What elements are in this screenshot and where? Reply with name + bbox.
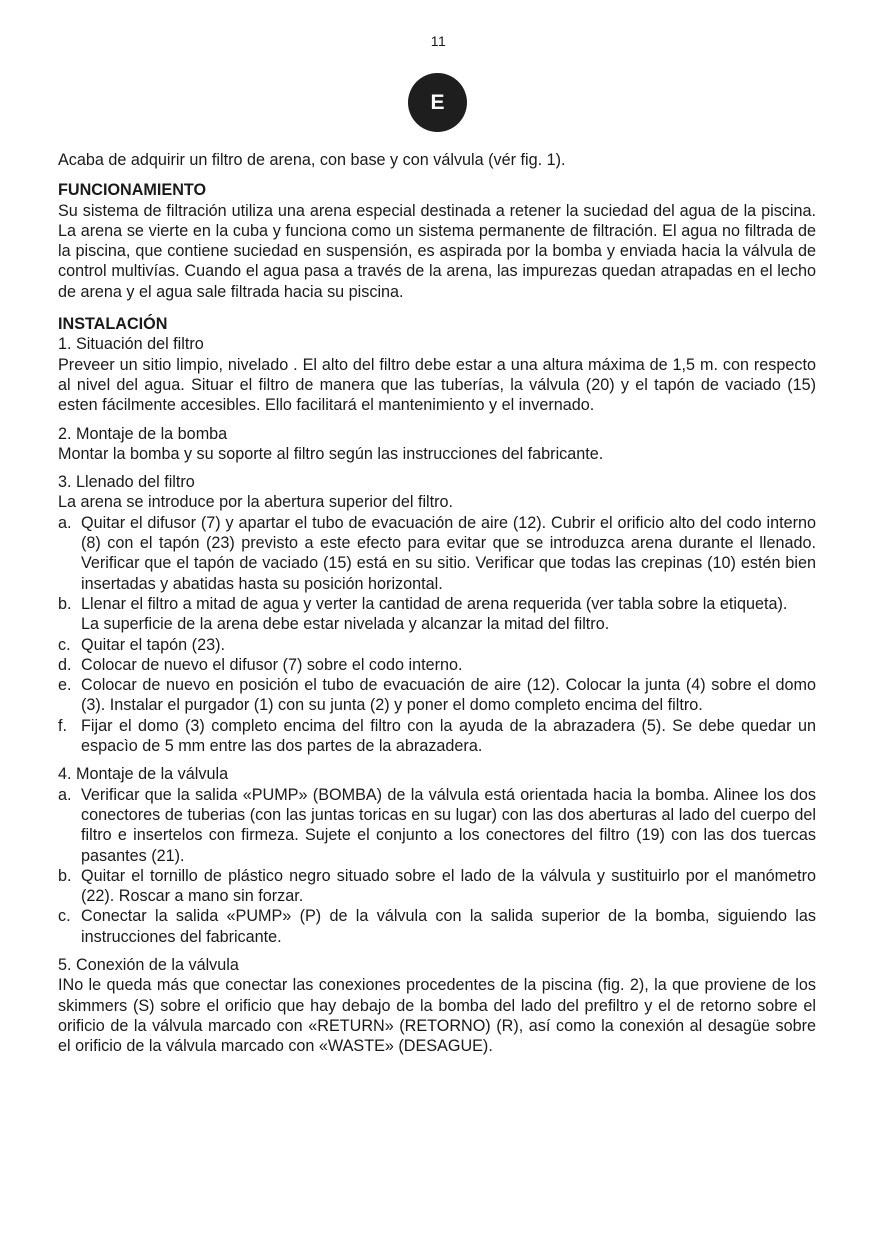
list-item: c. Quitar el tapón (23). [58, 635, 225, 654]
list-item: c. Conectar la salida «PUMP» (P) de la válvula con la salida superior de la bomba, siguiendo las instrucciones del fabricante. [58, 907, 816, 946]
section-funcionamiento [58, 180, 816, 302]
section-instalacion [58, 314, 816, 1056]
list-item: b. Quitar el tornillo de plástico negro situado sobre el lado de la válvula y sustituirlo por el manómetro (22). Roscar a mano sin forzar. [58, 866, 816, 906]
list-item-continuation: La superficie de la arena debe estar nivelada y alcanzar la mitad del filtro. [81, 615, 610, 634]
subsection-heading-4: 4. Montaje de la válvula [58, 765, 229, 784]
intro-paragraph: Acaba de adquirir un filtro de arena, con base y con válvula (vér fig. 1). [58, 151, 566, 169]
subsection-text-5: INo le queda más que conectar las conexiones procedentes de la piscina (fig. 2), la que proviene de los skimmers (S) sobre el orificio que hay debajo de la bomba del lado del prefiltro y el de retorno sobre el orificio de la válvula marcado con «RETURN» (RETORNO) (R), así como la conexión al desagüe sobre el orificio de la válvula marcado con «WASTE» (DESAGUE). [58, 976, 816, 1056]
document-body [58, 150, 816, 1056]
subsection-heading-5: 5. Conexión de la válvula [58, 955, 239, 974]
subsection-text-1: Preveer un sitio limpio, nivelado . El alto del filtro debe estar a una altura máxima de 1,5 m. con respecto al nivel del agua. Situar el filtro de manera que las tuberías, la válvula (20) y el tapón de vaciado (15) esten fácilmente accesibles. Ello facilitará el mantenimiento y el invernado. [58, 355, 816, 415]
subsection-heading-3: 3. Llenado del filtro [58, 473, 195, 492]
subsection-text-2: Montar la bomba y su soporte al filtro según las instrucciones del fabricante. [58, 444, 604, 463]
funcionamiento-paragraph: Su sistema de filtración utiliza una arena especial destinada a retener la suciedad del agua de la piscina. La arena se vierte en la cuba y funciona como un sistema permanente de filtración. El agua no filtrada de la piscina, que contiene suciedad en suspensión, es aspirada por la bomba y enviada hacia la válvula de control multivías. Cuando el agua pasa a través de la arena, las impurezas quedan atrapadas en el lecho de arena y el agua sale filtrada hacia su piscina. [58, 201, 816, 301]
section-title-funcionamiento: FUNCIONAMIENTO [58, 181, 207, 200]
list-item: a. Verificar que la salida «PUMP» (BOMBA) de la válvula está orientada hacia la bomba. Alinee los dos conectores de tuberias (con las juntas toricas en su lugar) con las dos aberturas al lado del cuerpo del filtro e insertelos con firmeza. Sujete el conjunto a los conectores del filtro (19) con las dos tuercas pasantes (21). [58, 785, 816, 865]
subsection-heading-1: 1. Situación del filtro [58, 335, 204, 354]
subsection-heading-2: 2. Montaje de la bomba [58, 424, 228, 443]
language-badge: E [408, 73, 467, 132]
subsection-text-3: La arena se introduce por la abertura superior del filtro. [58, 493, 454, 512]
list-item: a. Quitar el difusor (7) y apartar el tubo de evacuación de aire (12). Cubrir el orificio alto del codo interno (8) con el tapón (23) previsto a este efecto para evitar que se introduzca arena durante el llenado. Verificar que el tapón de vaciado (15) está en su sitio. Verificar que todas las crepinas (10) estén bien insertadas y abatidas hasta su posición horizontal. [58, 513, 816, 593]
filling-steps-list [58, 513, 816, 757]
list-item: e. Colocar de nuevo en posición el tubo de evacuación de aire (12). Colocar la junta (4) sobre el domo (3). Instalar el purgador (1) con su junta (2) y poner el domo completo encima del filtro. [58, 676, 816, 715]
list-item: b. Llenar el filtro a mitad de agua y verter la cantidad de arena requerida (ver tabla sobre la etiqueta). [58, 594, 788, 613]
page-number: 11 [430, 33, 447, 49]
list-item: d. Colocar de nuevo el difusor (7) sobre el codo interno. [58, 655, 463, 674]
list-item: f. Fijar el domo (3) completo encima del filtro con la ayuda de la abrazadera (5). Se debe quedar un espacìo de 5 mm entre las dos partes de la abrazadera. [58, 716, 816, 756]
section-title-instalacion: INSTALACIÓN [58, 315, 168, 334]
valve-steps-list [58, 785, 816, 947]
